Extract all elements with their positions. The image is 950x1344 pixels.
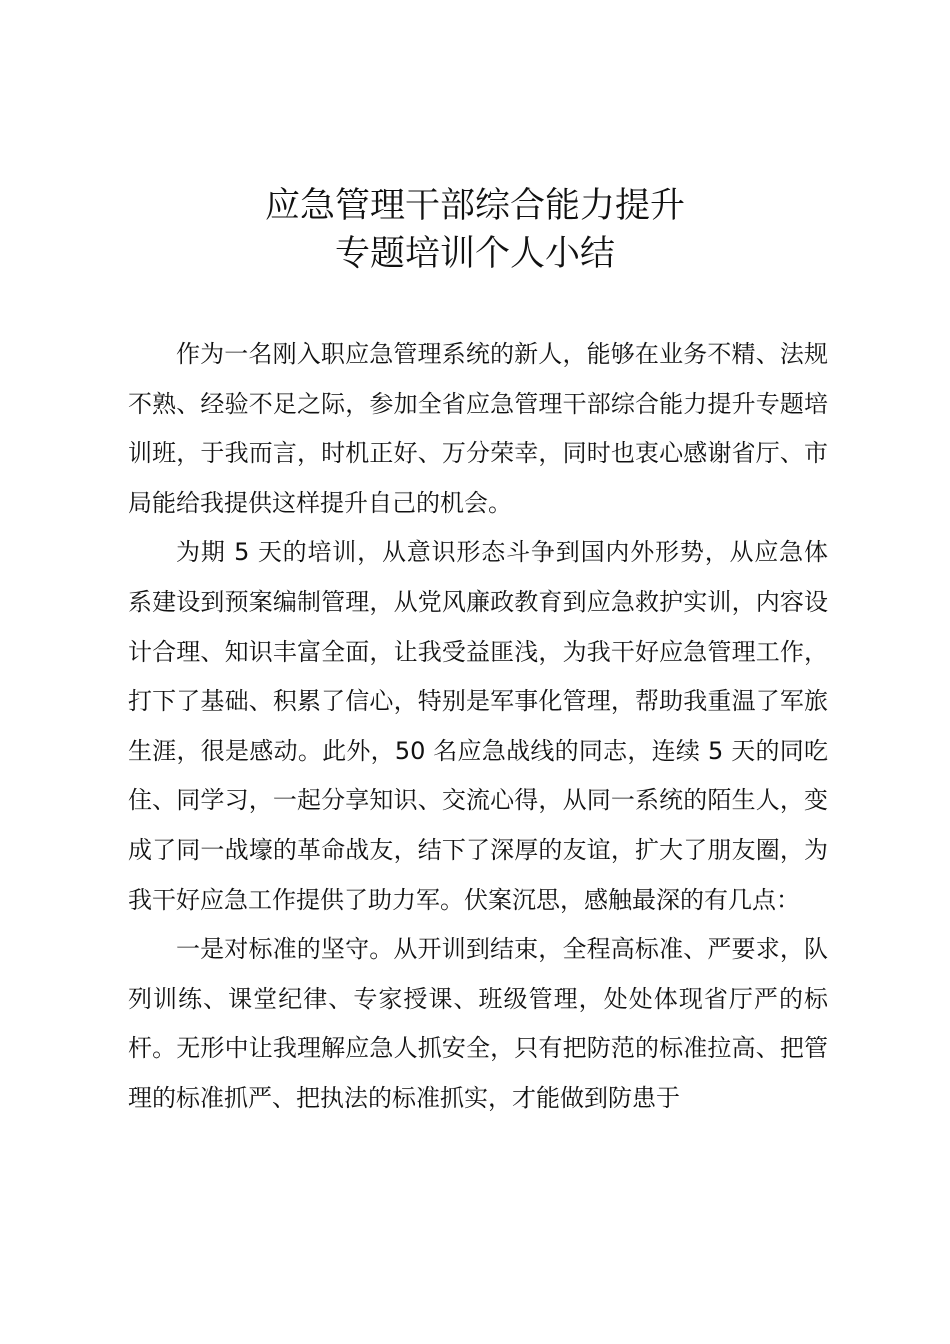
paragraph-1: 作为一名刚入职应急管理系统的新人，能够在业务不精、法规不熟、经验不足之际，参加全省应急管理干部综合能力提升专题培训班，于我而言，时机正好、万分荣幸，同时也衷心感谢省厅、市局能给我提供这样提升自己的机会。 <box>128 340 828 517</box>
document-body <box>128 330 828 1124</box>
document-title <box>0 182 950 278</box>
paragraph-3: 一是对标准的坚守。从开训到结束，全程高标准、严要求，队列训练、课堂纪律、专家授课、班级管理，处处体现省厅严的标杆。无形中让我理解应急人抓安全，只有把防范的标准拉高、把管理的标准抓严、把执法的标准抓实，才能做到防患于 <box>128 935 828 1112</box>
title-line-1: 应急管理干部综合能力提升 <box>264 186 685 226</box>
title-line-2: 专题培训个人小结 <box>334 234 615 274</box>
paragraph-2: 为期 5 天的培训，从意识形态斗争到国内外形势，从应急体系建设到预案编制管理，从党风廉政教育到应急救护实训，内容设计合理、知识丰富全面，让我受益匪浅，为我干好应急管理工作，打下了基础、积累了信心，特别是军事化管理，帮助我重温了军旅生涯，很是感动。此外，50 名应急战线的同志，连续 5 天的同吃住、同学习，一起分享知识、交流心得，从同一系统的陌生人，变成了同一战壕的革命战友，结下了深厚的友谊，扩大了朋友圈，为我干好应急工作提供了助力军。伏案沉思，感触最深的有几点： <box>128 538 828 914</box>
